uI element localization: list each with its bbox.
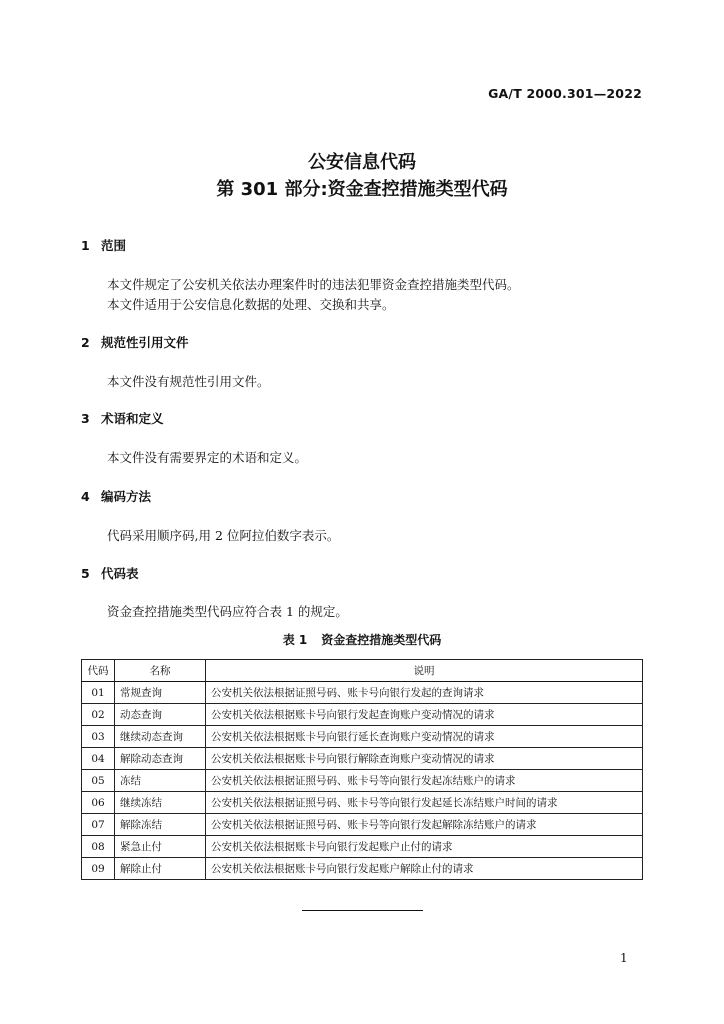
section-5-paragraph-1: 资金查控措施类型代码应符合表 1 的规定。 [107, 604, 348, 619]
section-number: 1 [81, 238, 90, 253]
code-cell: 05 [82, 770, 115, 792]
section-number: 3 [81, 411, 90, 426]
description-cell: 公安机关依法根据账卡号向银行延长查询账户变动情况的请求 [206, 726, 643, 748]
description-cell: 公安机关依法根据账卡号向银行发起账户解除止付的请求 [206, 858, 643, 880]
section-number: 2 [81, 335, 90, 350]
table-header-row [82, 660, 643, 682]
code-cell: 09 [82, 858, 115, 880]
table-caption [0, 631, 724, 648]
name-cell: 冻结 [115, 770, 206, 792]
code-cell: 01 [82, 682, 115, 704]
section-number: 4 [81, 489, 90, 504]
document-title-line-1: 公安信息代码 [308, 152, 416, 173]
name-cell: 常规查询 [115, 682, 206, 704]
section-1-paragraph-2: 本文件适用于公安信息化数据的处理、交换和共享。 [107, 297, 395, 312]
column-header-description: 说明 [206, 660, 643, 682]
description-cell: 公安机关依法根据证照号码、账卡号等向银行发起冻结账户的请求 [206, 770, 643, 792]
document-title-line-2: 第 301 部分:资金查控措施类型代码 [216, 179, 508, 200]
section-3-paragraph-1: 本文件没有需要界定的术语和定义。 [107, 450, 308, 465]
section-title: 范围 [101, 238, 127, 253]
standard-number: GA/T 2000.301—2022 [488, 86, 642, 101]
section-title: 编码方法 [101, 489, 152, 504]
table-row [82, 770, 643, 792]
table-row [82, 792, 643, 814]
section-2-paragraph-1: 本文件没有规范性引用文件。 [107, 374, 270, 389]
code-cell: 04 [82, 748, 115, 770]
description-cell: 公安机关依法根据证照号码、账卡号等向银行发起延长冻结账户时间的请求 [206, 792, 643, 814]
code-cell: 06 [82, 792, 115, 814]
table-caption-label: 表 1 [282, 633, 308, 647]
table-row [82, 682, 643, 704]
section-2-heading [81, 333, 189, 351]
table-row [82, 748, 643, 770]
section-4-heading [81, 487, 151, 505]
code-table [81, 659, 643, 880]
page-number: 1 [620, 951, 628, 965]
description-cell: 公安机关依法根据账卡号向银行发起账户止付的请求 [206, 836, 643, 858]
table-row [82, 726, 643, 748]
section-1-heading [81, 236, 126, 254]
name-cell: 继续动态查询 [115, 726, 206, 748]
section-5-heading [81, 564, 139, 582]
column-header-name: 名称 [115, 660, 206, 682]
section-3-heading [81, 409, 164, 427]
end-rule [302, 910, 423, 911]
section-title: 代码表 [101, 566, 139, 581]
name-cell: 解除止付 [115, 858, 206, 880]
section-title: 术语和定义 [101, 411, 164, 426]
description-cell: 公安机关依法根据账卡号向银行解除查询账户变动情况的请求 [206, 748, 643, 770]
description-cell: 公安机关依法根据账卡号向银行发起查询账户变动情况的请求 [206, 704, 643, 726]
section-1-paragraph-1: 本文件规定了公安机关依法办理案件时的违法犯罪资金查控措施类型代码。 [107, 277, 520, 292]
section-4-paragraph-1: 代码采用顺序码,用 2 位阿拉伯数字表示。 [107, 528, 340, 543]
code-cell: 02 [82, 704, 115, 726]
name-cell: 解除冻结 [115, 814, 206, 836]
table-caption-title: 资金查控措施类型代码 [321, 633, 442, 647]
name-cell: 动态查询 [115, 704, 206, 726]
section-title: 规范性引用文件 [101, 335, 189, 350]
column-header-code: 代码 [82, 660, 115, 682]
name-cell: 紧急止付 [115, 836, 206, 858]
name-cell: 继续冻结 [115, 792, 206, 814]
table-row [82, 858, 643, 880]
code-cell: 03 [82, 726, 115, 748]
description-cell: 公安机关依法根据证照号码、账卡号向银行发起的查询请求 [206, 682, 643, 704]
description-cell: 公安机关依法根据证照号码、账卡号等向银行发起解除冻结账户的请求 [206, 814, 643, 836]
code-cell: 08 [82, 836, 115, 858]
section-number: 5 [81, 566, 90, 581]
code-cell: 07 [82, 814, 115, 836]
name-cell: 解除动态查询 [115, 748, 206, 770]
table-row [82, 704, 643, 726]
table-row [82, 814, 643, 836]
table-row [82, 836, 643, 858]
